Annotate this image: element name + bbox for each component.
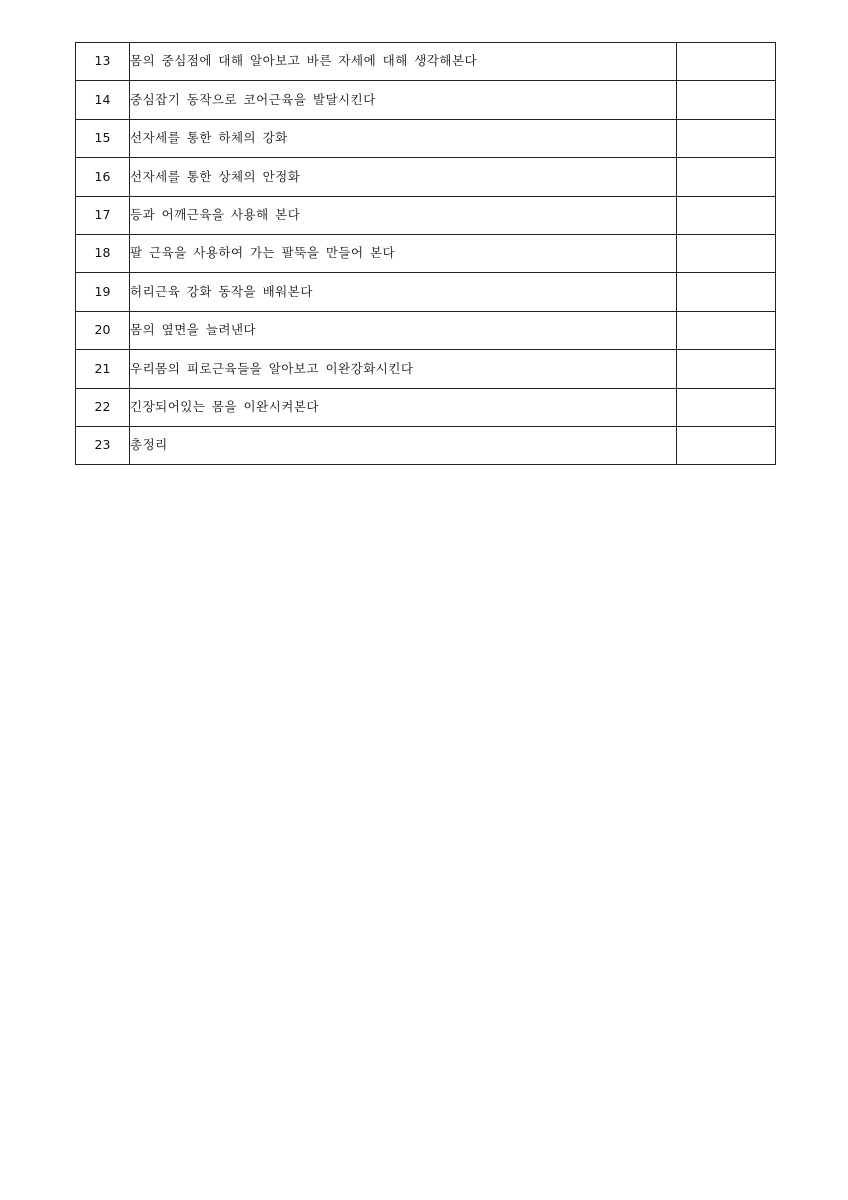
table-row — [76, 273, 776, 311]
session-content-cell: 긴장되어있는 몸을 이완시켜본다 — [130, 388, 677, 426]
table-row — [76, 43, 776, 81]
table-row — [76, 81, 776, 119]
session-number-cell: 15 — [76, 119, 130, 157]
session-content-cell: 허리근육 강화 동작을 배워본다 — [130, 273, 677, 311]
session-content-cell: 몸의 옆면을 늘려낸다 — [130, 311, 677, 349]
table-row — [76, 234, 776, 272]
table-row — [76, 388, 776, 426]
session-number-cell: 13 — [76, 43, 130, 81]
table-row — [76, 119, 776, 157]
lesson-schedule-table — [75, 42, 776, 465]
session-content-cell: 몸의 중심점에 대해 알아보고 바른 자세에 대해 생각해본다 — [130, 43, 677, 81]
table-row — [76, 196, 776, 234]
session-note-cell — [677, 158, 776, 196]
session-note-cell — [677, 43, 776, 81]
table-row — [76, 426, 776, 464]
session-note-cell — [677, 119, 776, 157]
session-note-cell — [677, 350, 776, 388]
session-number-cell: 23 — [76, 426, 130, 464]
session-number-cell: 14 — [76, 81, 130, 119]
session-content-cell: 선자세를 통한 상체의 안정화 — [130, 158, 677, 196]
session-note-cell — [677, 388, 776, 426]
session-content-cell: 우리몸의 피로근육들을 알아보고 이완강화시킨다 — [130, 350, 677, 388]
table-row — [76, 311, 776, 349]
session-note-cell — [677, 81, 776, 119]
session-number-cell: 17 — [76, 196, 130, 234]
session-content-cell: 등과 어깨근육을 사용해 본다 — [130, 196, 677, 234]
session-number-cell: 20 — [76, 311, 130, 349]
session-content-cell: 팔 근육을 사용하여 가는 팔뚝을 만들어 본다 — [130, 234, 677, 272]
session-note-cell — [677, 196, 776, 234]
session-note-cell — [677, 311, 776, 349]
session-number-cell: 19 — [76, 273, 130, 311]
session-note-cell — [677, 234, 776, 272]
session-number-cell: 21 — [76, 350, 130, 388]
session-content-cell: 총정리 — [130, 426, 677, 464]
session-number-cell: 18 — [76, 234, 130, 272]
session-number-cell: 16 — [76, 158, 130, 196]
session-note-cell — [677, 273, 776, 311]
table-row — [76, 158, 776, 196]
session-number-cell: 22 — [76, 388, 130, 426]
session-content-cell: 선자세를 통한 하체의 강화 — [130, 119, 677, 157]
table-row — [76, 350, 776, 388]
session-note-cell — [677, 426, 776, 464]
session-content-cell: 중심잡기 동작으로 코어근육을 발달시킨다 — [130, 81, 677, 119]
